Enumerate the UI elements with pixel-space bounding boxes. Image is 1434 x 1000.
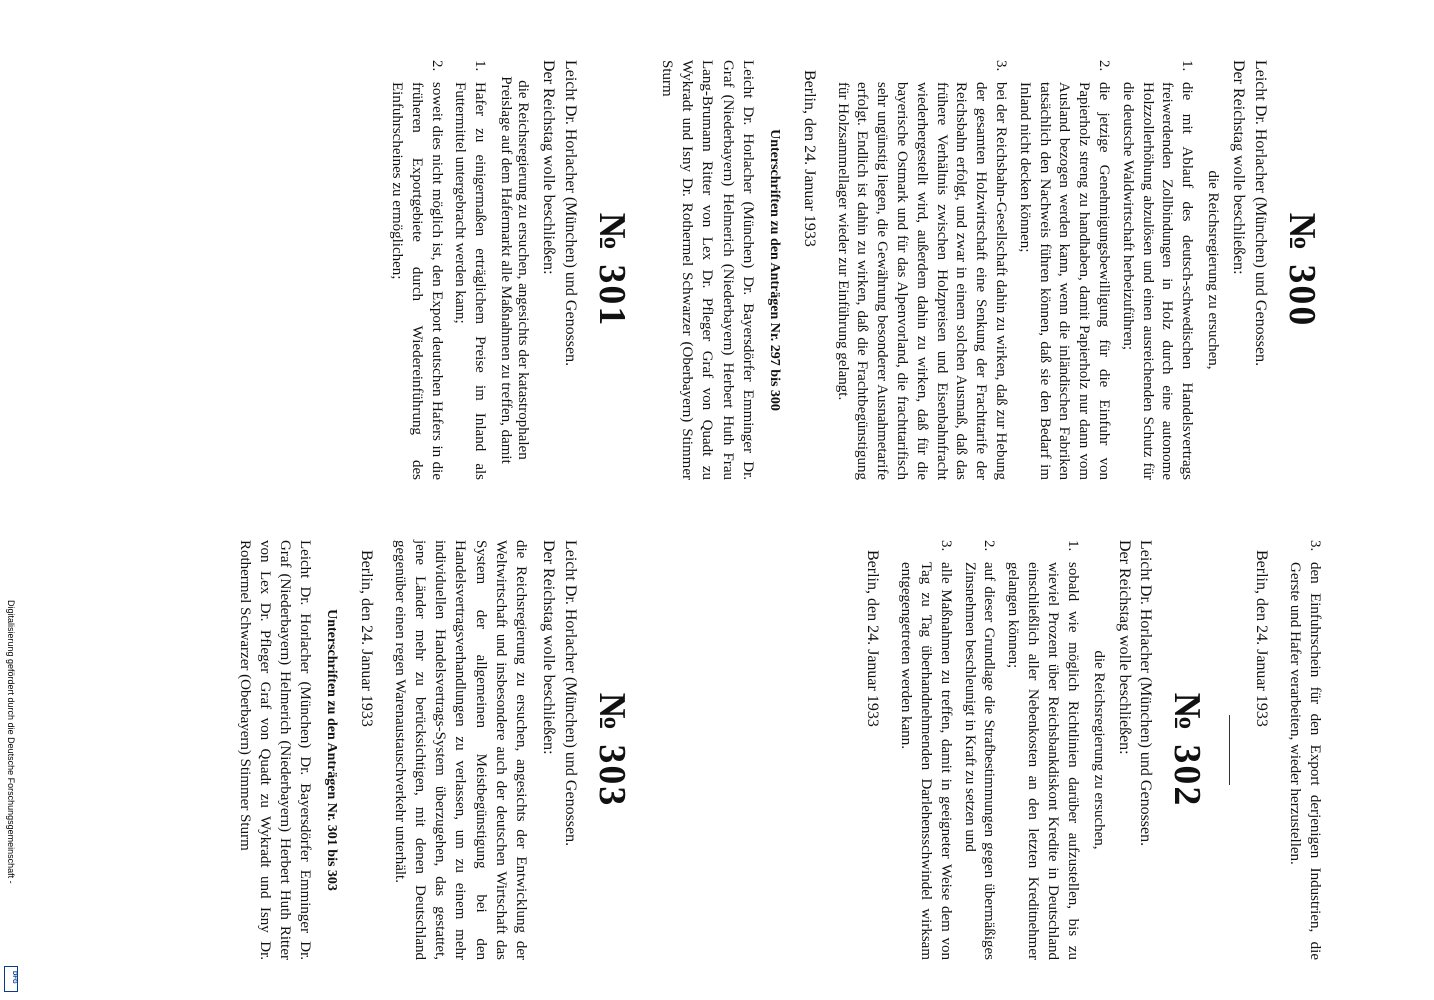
motion-intro: die Reichsregierung zu ersuchen, angesichts der Entwicklung der Weltwirtschaft und insbesondere auch der deutschen Wirtschaft das System der allgemeinen Meistbegünstigung bei den Handelsvertragsverhandlungen zu verlassen, um zu einem mehr individuellen Handelsvertrags-System überzugehen, das gestattet, jene Länder mehr zu berücksichtigen, mit denen Deutschland gegenüber einen regen Warenaustauschverkehr unterhält. (391, 540, 530, 960)
motion-point: 3. bei der Reichsbahn-Gesellschaft dahin zu wirken, daß zur Hebung der gesamten Holzwirtschaft eine Senkung der Frachttarife der Reichsbahn erfolgt, und zwar in einem solchen Ausmaß, daß das frühere Verhältnis zwischen Holzpreisen und Eisenbahnfracht wiederhergestellt wird, außerdem dahin zu wirken, daß für die bayerische Ostmark und für das Alpenvorland, die frachttarifisch sehr ungünstig liegen, die Gewährung besonderer Ausnahmetarife erfolgt. Endlich ist dahin zu wirken, daß die Frachtbegünstigung für Holzsammellager wieder zur Einführung gelangt. (834, 60, 1010, 480)
motion-points (832, 60, 1196, 480)
proposer-line: Leicht Dr. Horlacher (München) und Genossen. (1137, 540, 1155, 847)
motion-intro: die Reichsregierung zu ersuchen, (1205, 170, 1222, 370)
signatures-list: Leicht Dr. Horlacher (München) Dr. Bayersdörfer Emminger Dr. Graf (Niederbayern) Helmerich (Niederbayern) Herbert Huth Frau Lang-Brumann Ritter von Lex Dr. Pfleger Graf von Quadt zu Wykradt und Isny Dr. Rothermel Schwarzer (Oberbayern) Stimmer Sturm (658, 60, 756, 480)
signatures-heading: Unterschriften zu den Anträgen Nr. 301 bis 303 (324, 609, 340, 891)
motion-302 (634, 540, 1324, 960)
resolve-line: Der Reichstag wolle beschließen: (1115, 540, 1133, 755)
resolve-line: Der Reichstag wolle beschließen: (1230, 60, 1248, 275)
motion-point: 1. sobald wie möglich Richtlinien darüber aufzustellen, bis zu wieviel Prozent über Reichsbankdiskont Kredite in Deutschland einschließlich aller Nebenkosten an den letzten Kreditnehmer gelangen können; (1005, 540, 1081, 960)
dfg-logo (4, 966, 18, 992)
proposer-line: Leicht Dr. Horlacher (München) und Genossen. (562, 60, 579, 367)
motion-301 (4, 60, 634, 480)
resolve-line: Der Reichstag wolle beschließen: (540, 540, 558, 755)
bottom-band (4, 60, 634, 960)
dfg-logo-label: DFG (11, 971, 17, 984)
motion-point: 1. Hafer zu einigermaßen erträglichem Preise im Inland als Futtermittel untergebracht werden kann; (452, 60, 489, 480)
motion-points (895, 540, 1081, 960)
motion-point: 3. den Einfuhrschein für den Export derjenigen Industrien, die Gerste und Hafer verarbeiten, wieder herzustellen. (1287, 540, 1323, 960)
motion-point: 2. die jetzige Genehmigungsbewilligung für die Einfuhr von Papierholz streng zu handhaben, damit Papierholz nur dann vom Ausland bezogen werden kann, wenn die inländischen Fabriken tatsächlich den Nachweis führen können, daß sie den Bedarf im Inland nicht decken können; (1016, 60, 1113, 480)
footer-credit: Digitalisierung gefördert durch die Deutsche Forschungsgemeinschaft - (6, 600, 16, 884)
motion-point: 1. die mit Ablauf des deutsch-schwedischen Handelsvertrags freiwerdenden Zollbindungen in Holz durch eine autonome Holzzollerhöhung abzulösen und einen ausreichenden Schutz für die deutsche Waldwirtschaft herbeizuführen; (1119, 60, 1196, 480)
resolve-line: Der Reichstag wolle beschließen: (540, 60, 558, 275)
motion-point: 2. soweit dies nicht möglich ist, den Export deutschen Hafers in die früheren Exportgebiete durch Wiedereinführung des Einfuhrscheines zu ermöglichen; (389, 60, 445, 480)
motion-intro: die Reichsregierung zu ersuchen, (1090, 650, 1107, 850)
top-band (634, 60, 1324, 960)
date-line: Berlin, den 24. Januar 1933 (800, 70, 818, 247)
motion-point: 2. auf dieser Grundlage die Strafbestimmungen gegen übermäßiges Zinsnehmen beschleunigt in Kraft zu setzen und (961, 540, 998, 960)
signatures-heading: Unterschriften zu den Anträgen Nr. 297 bis 300 (766, 129, 782, 411)
motion-300 (634, 60, 1324, 480)
date-line: Berlin, den 24. Januar 1933 (864, 550, 882, 727)
digitization-footer (4, 0, 16, 1000)
motion-303 (4, 540, 634, 960)
separator-rule (1229, 715, 1230, 785)
motion-intro: die Reichsregierung zu ersuchen, angesichts der katastrophalen Preislage auf dem Hafermarkt alle Maßnahmen zu treffen, damit (498, 76, 532, 464)
motion-points (386, 60, 489, 480)
proposer-line: Leicht Dr. Horlacher (München) und Genossen. (562, 540, 579, 847)
motion-number: № 303 (591, 692, 633, 808)
signatures-list: Leicht Dr. Horlacher (München) Dr. Bayersdörfer Emminger Dr. Graf (Niederbayern) Helmerich (Niederbayern) Herbert Huth Ritter von Lex Dr. Pfleger Graf von Quadt zu Wykradt und Isny Dr. Rothermel Schwarzer (Oberbayern) Stimmer Sturm (236, 540, 314, 960)
motion-number: № 302 (1166, 692, 1209, 808)
motion-301-continuation (1252, 540, 1324, 960)
proposer-line: Leicht Dr. Horlacher (München) und Genossen. (1252, 60, 1269, 367)
motion-number: № 300 (1281, 212, 1323, 328)
motion-number: № 301 (591, 212, 633, 328)
motion-point: 3. alle Maßnahmen zu treffen, damit in geeigneter Weise dem von Tag zu Tag überhandnehmenden Darlehensschwindel wirksam entgegengetreten werden kann. (898, 540, 954, 960)
date-line: Berlin, den 24. Januar 1933 (1253, 550, 1271, 727)
date-line: Berlin, den 24. Januar 1933 (358, 550, 376, 727)
